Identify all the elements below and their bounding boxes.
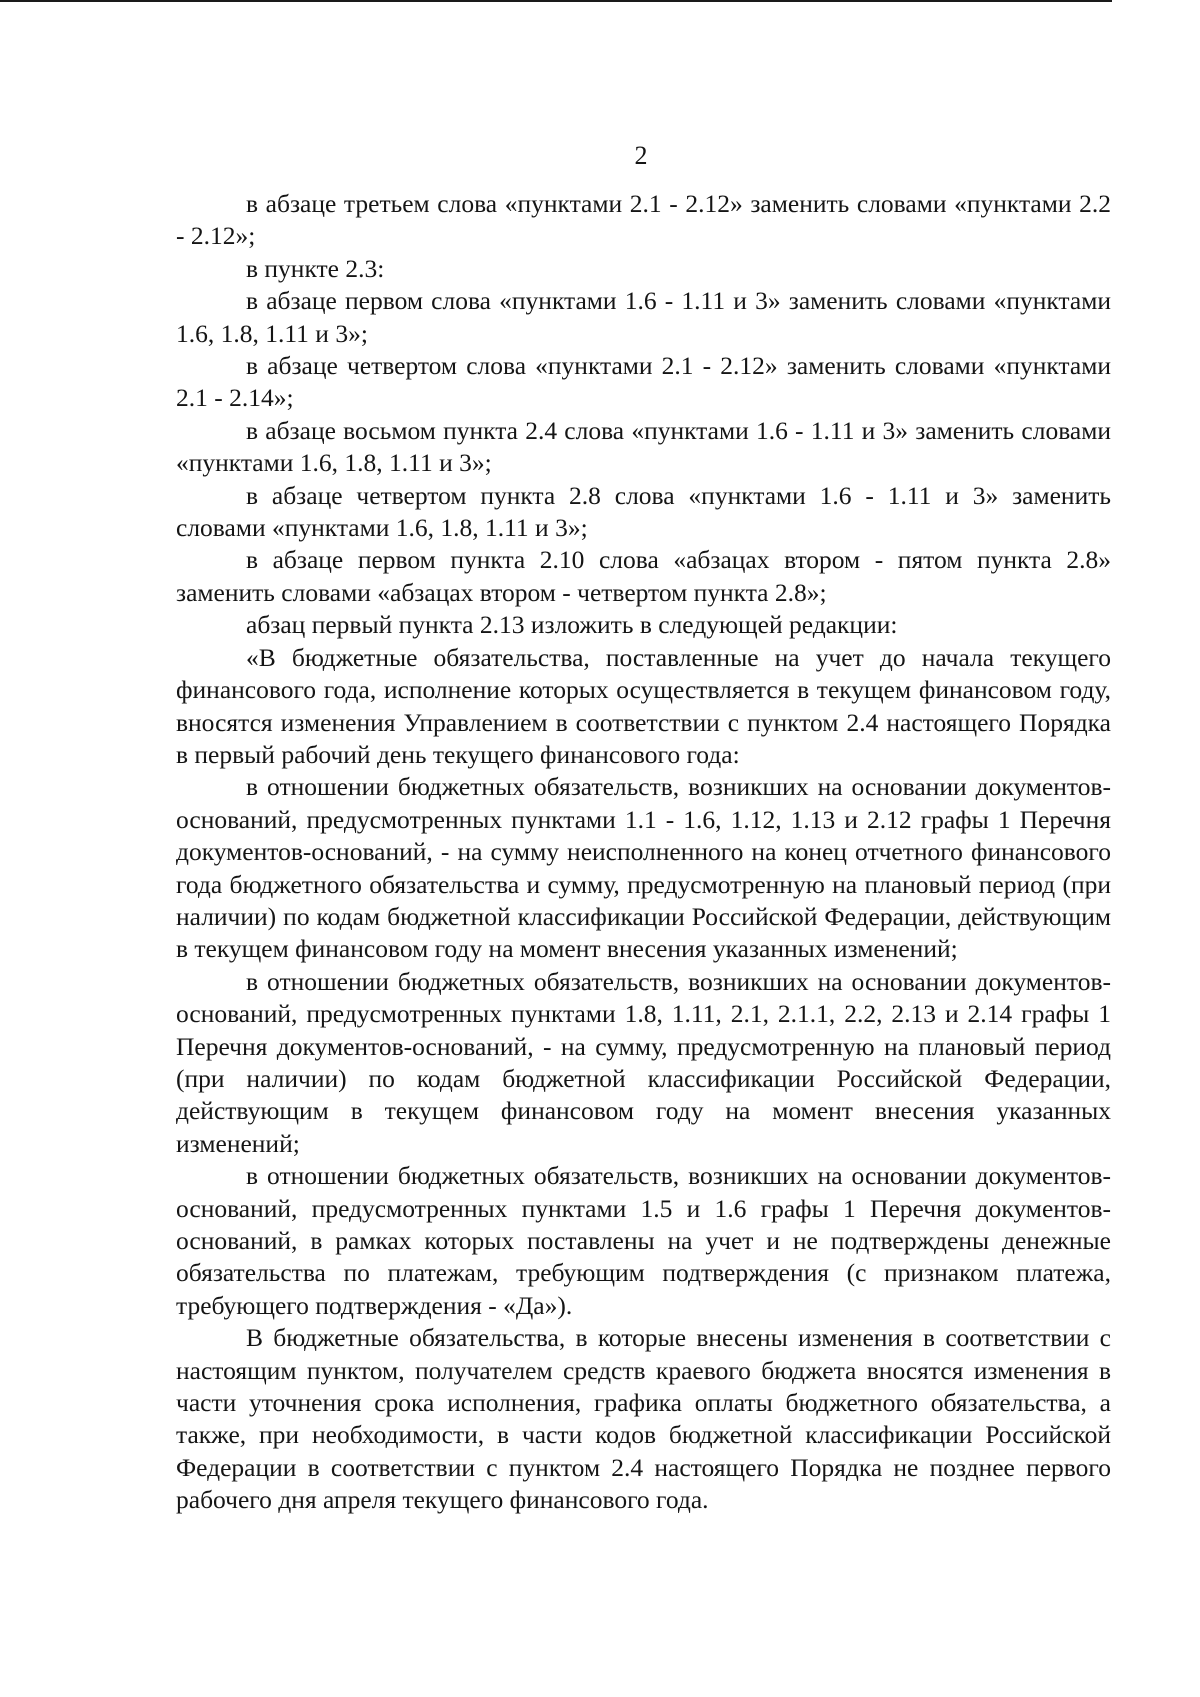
document-body — [176, 188, 1111, 1517]
paragraph: в абзаце третьем слова «пунктами 2.1 - 2.12» заменить словами «пунктами 2.2 - 2.12»; — [176, 189, 1111, 251]
quoted-paragraph: «В бюджетные обязательства, поставленные на учет до начала текущего финансового года, исполнение которых осуществляется в текущем финансовом году, вносятся изменения Управлением в соответствии с пунктом 2.4 настоящего Порядка в первый рабочий день текущего финансового года: — [176, 642, 1111, 769]
page-number: 2 — [634, 141, 648, 170]
paragraph: в отношении бюджетных обязательств, возникших на основании документов-оснований, предусмотренных пунктами 1.8, 1.11, 2.1, 2.1.1, 2.2, 2.13 и 2.14 графы 1 Перечня документов-оснований, - на сумму, предусмотренную на плановый период (при наличии) по кодам бюджетной классификации Российской Федерации, действующим в текущем финансовом году на момент внесения указанных изменений; — [176, 966, 1111, 1158]
paragraph: в пункте 2.3: — [246, 253, 385, 283]
paragraph: в абзаце первом пункта 2.10 слова «абзацах втором - пятом пункта 2.8» заменить словами «абзацах втором - четвертом пункта 2.8»; — [176, 545, 1111, 607]
paragraph: в абзаце четвертом слова «пунктами 2.1 - 2.12» заменить словами «пунктами 2.1 - 2.14»; — [176, 351, 1111, 413]
paragraph: абзац первый пункта 2.13 изложить в следующей редакции: — [246, 610, 898, 640]
paragraph: В бюджетные обязательства, в которые внесены изменения в соответствии с настоящим пунктом, получателем средств краевого бюджета вносятся изменения в части уточнения срока исполнения, графика оплаты бюджетного обязательства, а также, при необходимости, в части кодов бюджетной классификации Российской Федерации в соответствии с пунктом 2.4 настоящего Порядка не позднее первого рабочего дня апреля текущего финансового года. — [176, 1323, 1111, 1515]
paragraph: в абзаце четвертом пункта 2.8 слова «пунктами 1.6 - 1.11 и 3» заменить словами «пунктами 1.6, 1.8, 1.11 и 3»; — [176, 480, 1111, 543]
paragraph: в отношении бюджетных обязательств, возникших на основании документов-оснований, предусмотренных пунктами 1.1 - 1.6, 1.12, 1.13 и 2.12 графы 1 Перечня документов-оснований, - на сумму неисполненного на конец отчетного финансового года бюджетного обязательства и сумму, предусмотренную на плановый период (при наличии) по кодам бюджетной классификации Российской Федерации, действующим в текущем финансовом году на момент внесения указанных изменений; — [176, 772, 1111, 964]
scan-top-edge — [0, 0, 1200, 2]
paragraph: в отношении бюджетных обязательств, возникших на основании документов-оснований, предусмотренных пунктами 1.5 и 1.6 графы 1 Перечня документов-оснований, в рамках которых поставлены на учет и не подтверждены денежные обязательства по платежам, требующим подтверждения (с признаком платежа, требующего подтверждения - «Да»). — [176, 1161, 1111, 1320]
scan-top-edge-gap — [1112, 0, 1200, 2]
paragraph: в абзаце восьмом пункта 2.4 слова «пунктами 1.6 - 1.11 и 3» заменить словами «пунктами 1.6, 1.8, 1.11 и 3»; — [176, 415, 1111, 478]
paragraph: в абзаце первом слова «пунктами 1.6 - 1.11 и 3» заменить словами «пунктами 1.6, 1.8, 1.11 и 3»; — [176, 286, 1111, 348]
